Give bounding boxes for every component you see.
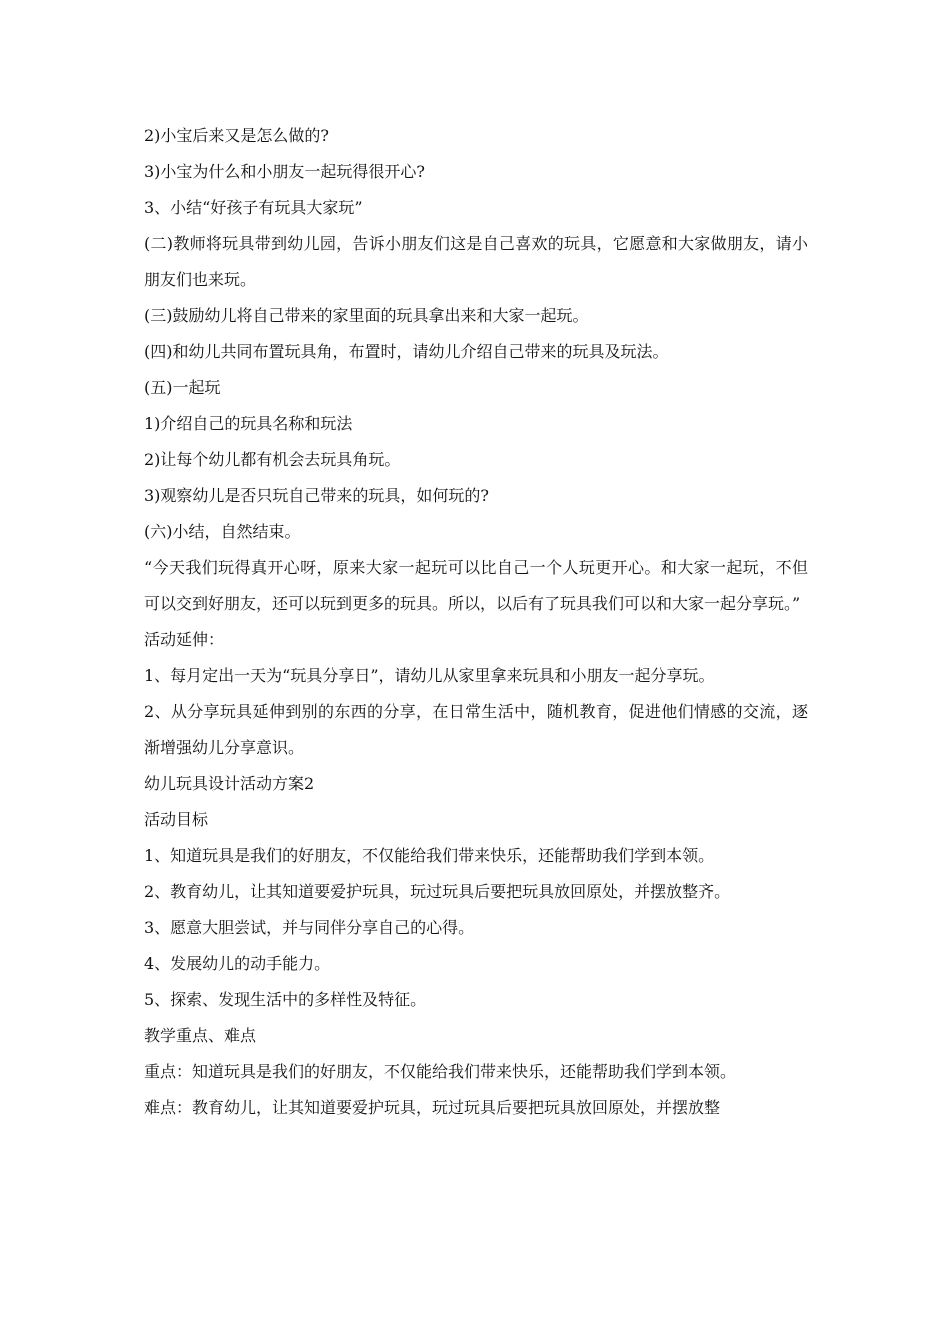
paragraph: 3、小结“好孩子有玩具大家玩” — [144, 198, 363, 217]
paragraph: (五)一起玩 — [144, 378, 221, 397]
paragraph: 3、愿意大胆尝试，并与同伴分享自己的心得。 — [144, 918, 475, 937]
section-heading: 活动目标 — [144, 810, 209, 829]
section-heading: 教学重点、难点 — [144, 1026, 257, 1045]
paragraph: 2、从分享玩具延伸到别的东西的分享，在日常生活中，随机教育，促进他们情感的交流，逐渐增强幼儿分享意识。 — [144, 702, 808, 757]
paragraph: 1、每月定出一天为“玩具分享日”，请幼儿从家里拿来玩具和小朋友一起分享玩。 — [144, 666, 715, 685]
paragraph: 难点：教育幼儿，让其知道要爱护玩具，玩过玩具后要把玩具放回原处，并摆放整 — [144, 1098, 721, 1117]
paragraph: (六)小结，自然结束。 — [144, 522, 301, 541]
paragraph: 2)小宝后来又是怎么做的? — [144, 126, 330, 145]
paragraph: 3)观察幼儿是否只玩自己带来的玩具，如何玩的? — [144, 486, 490, 505]
paragraph: (二)教师将玩具带到幼儿园，告诉小朋友们这是自己喜欢的玩具，它愿意和大家做朋友，请小朋友们也来玩。 — [144, 234, 808, 289]
paragraph: 1、知道玩具是我们的好朋友，不仅能给我们带来快乐，还能帮助我们学到本领。 — [144, 846, 715, 865]
paragraph: (四)和幼儿共同布置玩具角，布置时，请幼儿介绍自己带来的玩具及玩法。 — [144, 342, 669, 361]
section-heading: 活动延伸： — [144, 630, 225, 649]
paragraph: 3)小宝为什么和小朋友一起玩得很开心? — [144, 162, 426, 181]
paragraph: 2、教育幼儿，让其知道要爱护玩具，玩过玩具后要把玩具放回原处，并摆放整齐。 — [144, 882, 731, 901]
paragraph: “今天我们玩得真开心呀，原来大家一起玩可以比自己一个人玩更开心。和大家一起玩，不但可以交到好朋友，还可以玩到更多的玩具。所以，以后有了玩具我们可以和大家一起分享玩。” — [144, 558, 808, 613]
paragraph: (三)鼓励幼儿将自己带来的家里面的玩具拿出来和大家一起玩。 — [144, 306, 589, 325]
paragraph: 4、发展幼儿的动手能力。 — [144, 954, 331, 973]
document-title: 幼儿玩具设计活动方案2 — [144, 774, 315, 793]
document-body — [144, 118, 808, 1126]
paragraph: 5、探索、发现生活中的多样性及特征。 — [144, 990, 427, 1009]
paragraph: 重点：知道玩具是我们的好朋友，不仅能给我们带来快乐，还能帮助我们学到本领。 — [144, 1062, 737, 1081]
paragraph: 2)让每个幼儿都有机会去玩具角玩。 — [144, 450, 401, 469]
paragraph: 1)介绍自己的玩具名称和玩法 — [144, 414, 353, 433]
